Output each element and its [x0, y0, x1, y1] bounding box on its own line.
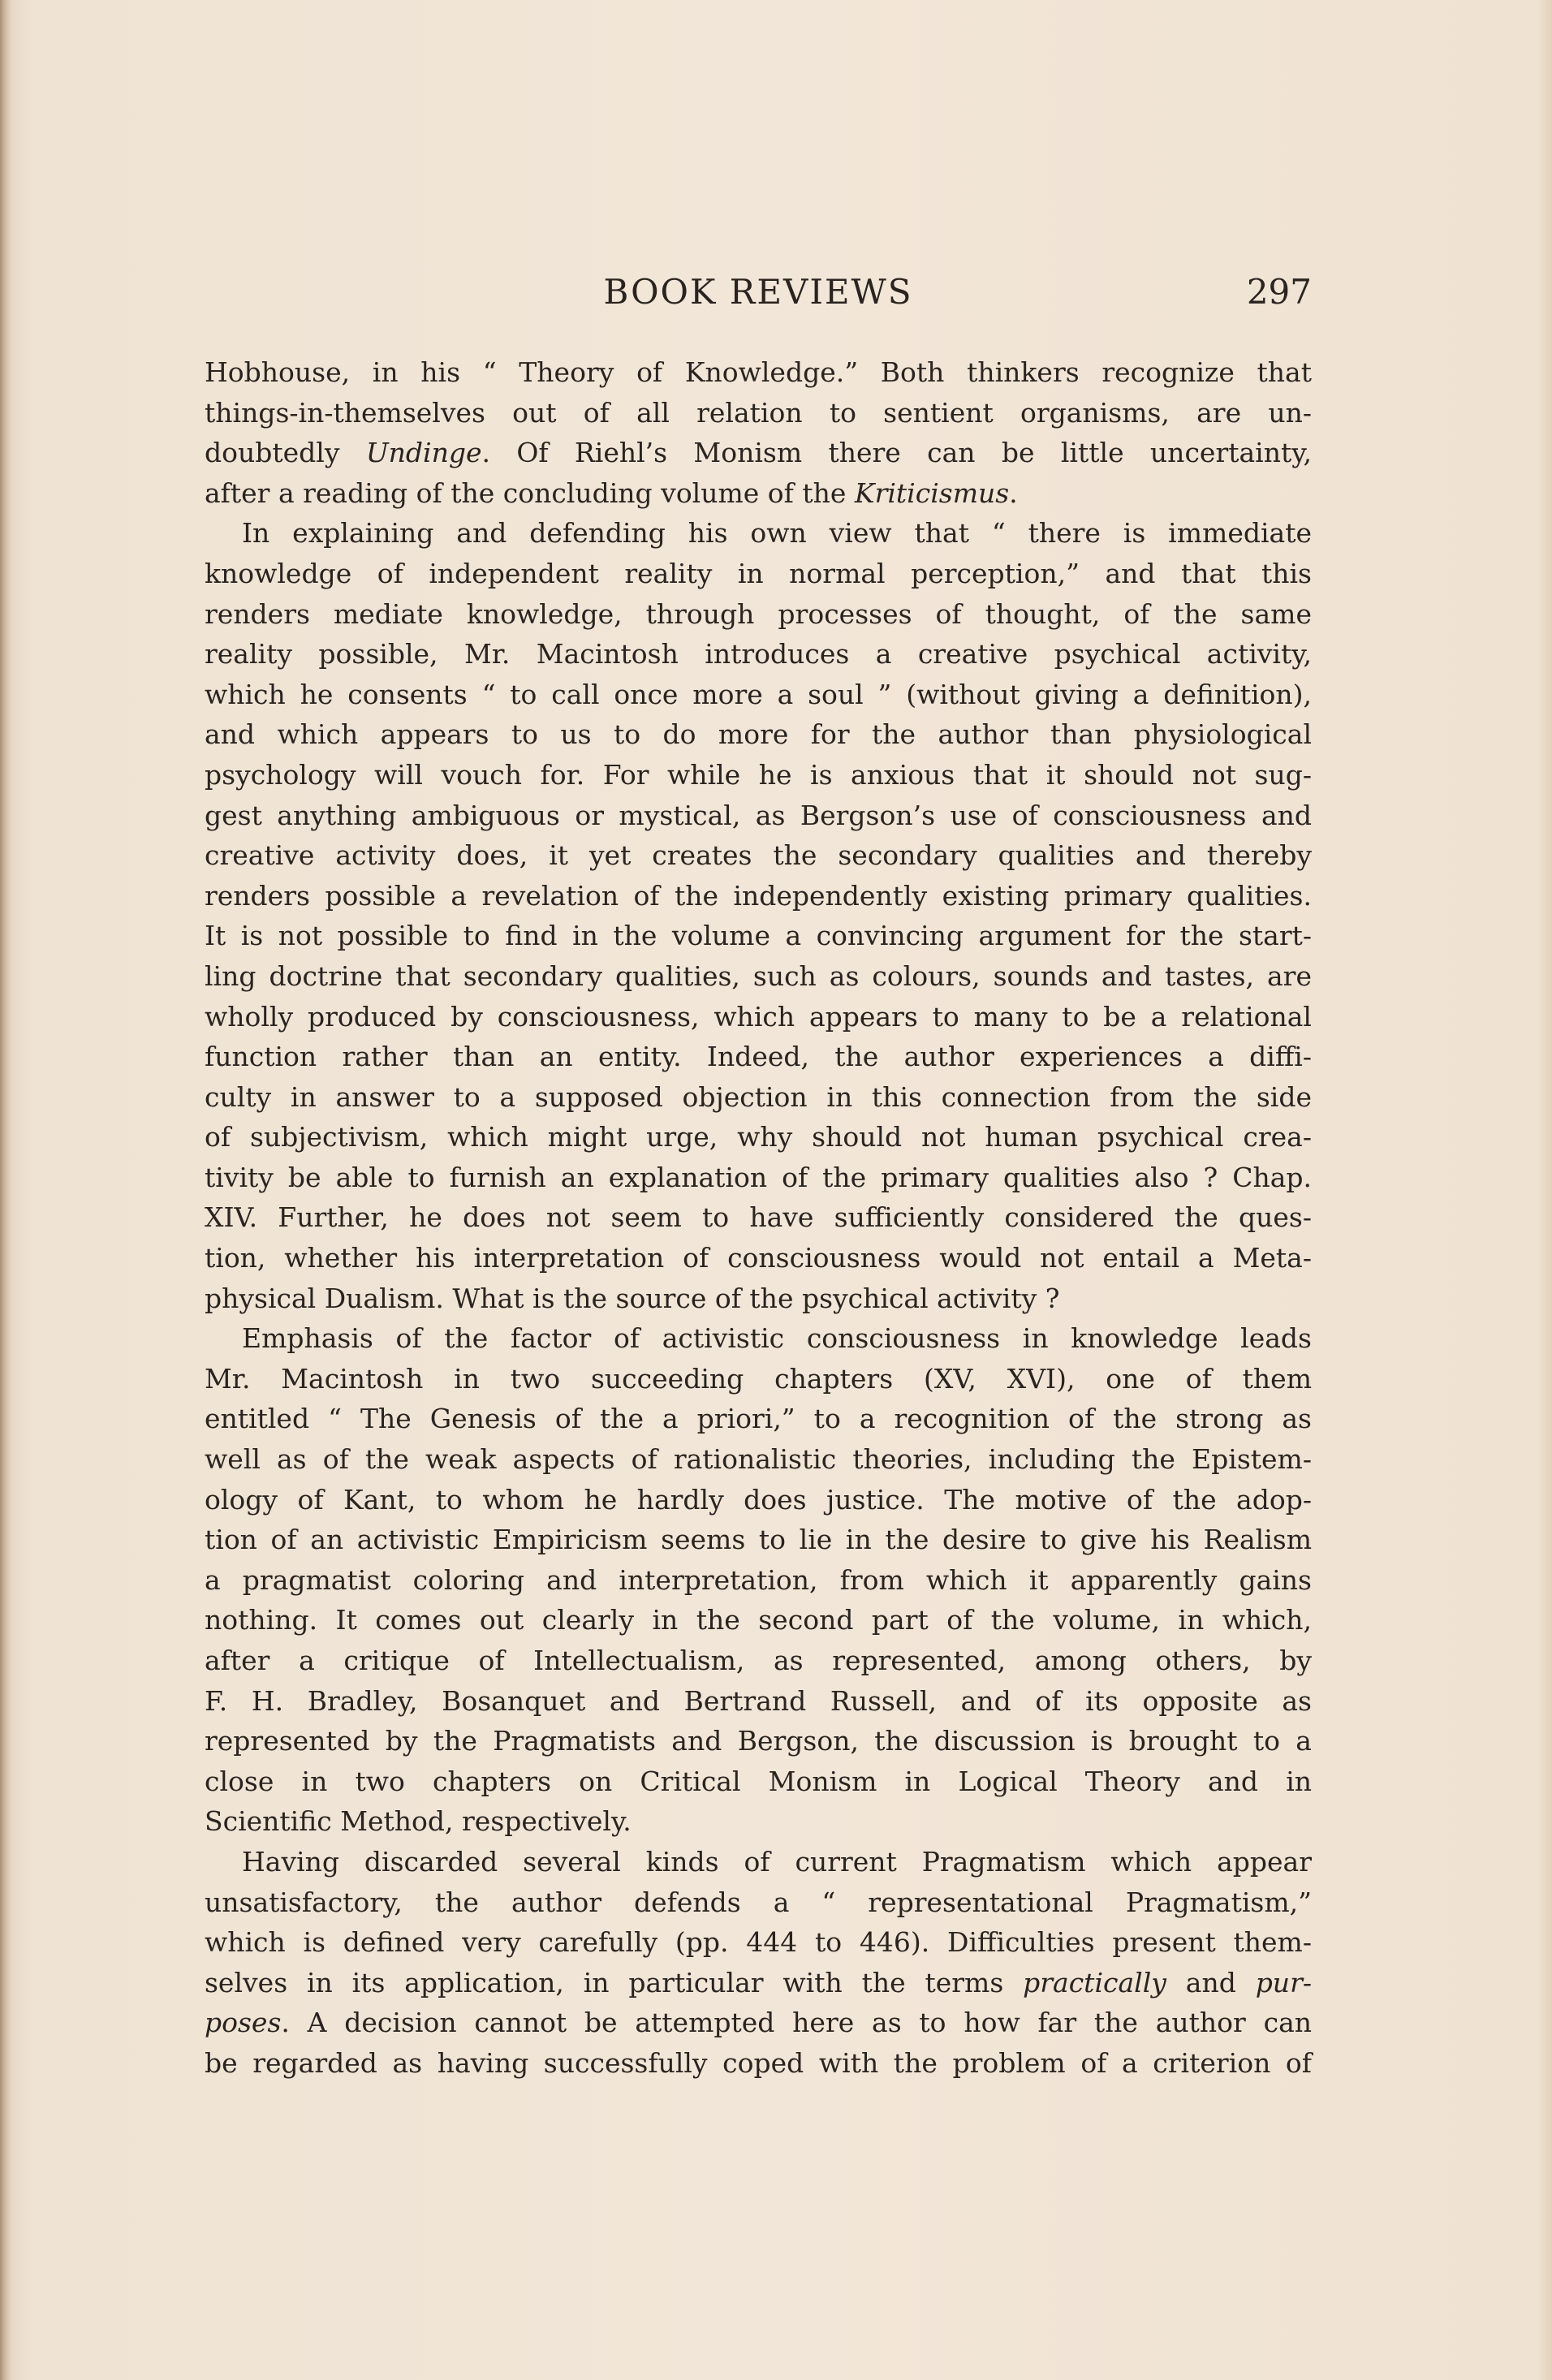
text-line — [205, 1318, 1312, 1359]
text-segment: entitled “ The Genesis of the a priori,” to a recognition of the strong as — [205, 1403, 1312, 1435]
text-line — [205, 1359, 1312, 1399]
text-line — [205, 876, 1312, 916]
text-line — [205, 1399, 1312, 1439]
text-segment: In explaining and defending his own view that “ there is immediate — [242, 517, 1312, 550]
text-segment: renders mediate knowledge, through processes of thought, of the same — [205, 597, 1312, 630]
text-line — [205, 1801, 1312, 1842]
text-line — [205, 1238, 1312, 1278]
italic-term: Kriticismus — [854, 476, 1010, 509]
text-line — [205, 513, 1312, 554]
text-segment: ling doctrine that secondary qualities, such as colours, sounds and tastes, are — [205, 959, 1312, 992]
text-segment: well as of the weak aspects of rationalistic theories, including the Epistem- — [205, 1443, 1312, 1476]
text-segment: tion, whether his interpretation of consciousness would not entail a Meta- — [205, 1242, 1312, 1274]
text-line — [205, 2043, 1312, 2084]
text-line — [205, 1439, 1312, 1480]
text-segment: Scientific Method, respectively. — [205, 1805, 632, 1838]
text-line — [205, 1197, 1312, 1238]
text-line — [205, 2003, 1312, 2043]
text-line — [205, 835, 1312, 876]
text-segment: . Of Riehl’s Monism there can be little uncertainty, — [481, 437, 1312, 469]
text-line — [205, 1520, 1312, 1560]
text-segment: renders possible a revelation of the independently existing primary qualities. — [205, 879, 1312, 912]
text-segment: function rather than an entity. Indeed, the author experiences a diffi- — [205, 1041, 1312, 1073]
running-head: BOOK REVIEWS — [603, 272, 913, 312]
text-segment: XIV. Further, he does not seem to have sufficiently considered the ques- — [205, 1201, 1312, 1234]
text-segment: ology of Kant, to whom he hardly does justice. The motive of the adop- — [205, 1483, 1312, 1516]
text-segment: psychology will vouch for. For while he is anxious that it should not sug- — [205, 758, 1312, 791]
text-segment: after a reading of the concluding volume of the — [205, 476, 855, 509]
text-segment: Mr. Macintosh in two succeeding chapters (XV, XVI), one of them — [205, 1362, 1312, 1395]
text-segment: Hobhouse, in his “ Theory of Knowledge.” Both thinkers recognize that — [205, 356, 1312, 388]
text-segment: . A decision cannot be attempted here as to how far the author can — [281, 2007, 1312, 2039]
italic-term: pur- — [1255, 1966, 1312, 1998]
text-segment: and — [1166, 1966, 1256, 1998]
text-line — [205, 795, 1312, 836]
text-segment: tion of an activistic Empiricism seems to lie in the desire to give his Realism — [205, 1524, 1312, 1556]
page-number: 297 — [1246, 272, 1312, 312]
text-line — [205, 916, 1312, 956]
text-segment: . — [1009, 476, 1018, 509]
text-segment: things-in-themselves out of all relation to sentient organisms, are un- — [205, 396, 1312, 429]
text-segment: F. H. Bradley, Bosanquet and Bertrand Russell, and of its opposite as — [205, 1684, 1312, 1717]
text-line — [205, 393, 1312, 433]
text-segment: creative activity does, it yet creates the secondary qualities and thereby — [205, 839, 1312, 872]
text-line — [205, 997, 1312, 1037]
text-line — [205, 675, 1312, 715]
text-line — [205, 714, 1312, 755]
text-line — [205, 473, 1312, 514]
text-line — [205, 1721, 1312, 1761]
text-line — [205, 352, 1312, 393]
text-segment: nothing. It comes out clearly in the second part of the volume, in which, — [205, 1604, 1312, 1636]
text-line — [205, 1761, 1312, 1802]
text-line — [205, 1560, 1312, 1601]
text-segment: reality possible, Mr. Macintosh introduces a creative psychical activity, — [205, 638, 1312, 670]
text-line — [205, 433, 1312, 473]
text-segment: which is defined very carefully (pp. 444 to 446). Difficulties present them- — [205, 1926, 1312, 1959]
text-segment: knowledge of independent reality in normal perception,” and that this — [205, 557, 1312, 589]
italic-term: poses — [205, 2007, 282, 2039]
text-segment: Having discarded several kinds of current Pragmatism which appear — [242, 1845, 1312, 1878]
text-line — [205, 1882, 1312, 1923]
text-line — [205, 594, 1312, 635]
text-line — [205, 1117, 1312, 1158]
italic-term: practically — [1023, 1966, 1166, 1998]
text-segment: physical Dualism. What is the source of the psychical activity ? — [205, 1282, 1060, 1314]
text-line — [205, 1641, 1312, 1681]
page-binding-edge — [0, 0, 11, 2380]
text-line — [205, 1037, 1312, 1077]
italic-term: Undinge — [365, 437, 482, 469]
text-segment: of subjectivism, which might urge, why should not human psychical crea- — [205, 1121, 1312, 1153]
text-line — [205, 1480, 1312, 1520]
text-segment: doubtedly — [205, 437, 366, 469]
text-segment: selves in its application, in particular with the terms — [205, 1966, 1024, 1998]
text-segment: which he consents “ to call once more a soul ” (without giving a definition), — [205, 678, 1312, 710]
text-segment: gest anything ambiguous or mystical, as Bergson’s use of consciousness and — [205, 799, 1312, 831]
text-segment: and which appears to us to do more for the author than physiological — [205, 718, 1312, 751]
text-segment: close in two chapters on Critical Monism in Logical Theory and in — [205, 1765, 1312, 1797]
text-line — [205, 1278, 1312, 1319]
text-line — [205, 1600, 1312, 1641]
text-line — [205, 1922, 1312, 1963]
text-segment: represented by the Pragmatists and Bergson, the discussion is brought to a — [205, 1725, 1312, 1757]
text-segment: Emphasis of the factor of activistic consciousness in knowledge leads — [242, 1322, 1312, 1355]
text-segment: unsatisfactory, the author defends a “ representational Pragmatism,” — [205, 1886, 1312, 1918]
text-line — [205, 1077, 1312, 1118]
text-line — [205, 554, 1312, 594]
text-segment: wholly produced by consciousness, which appears to many to be a relational — [205, 1000, 1312, 1033]
text-line — [205, 755, 1312, 795]
page-outer-edge — [1537, 0, 1552, 2380]
body-text — [205, 352, 1312, 2084]
text-segment: a pragmatist coloring and interpretation, from which it apparently gains — [205, 1563, 1312, 1596]
text-line — [205, 634, 1312, 675]
text-segment: It is not possible to find in the volume a convincing argument for the start- — [205, 920, 1312, 952]
text-segment: after a critique of Intellectualism, as represented, among others, by — [205, 1645, 1312, 1676]
text-line — [205, 1681, 1312, 1722]
text-line — [205, 1842, 1312, 1882]
text-line — [205, 1963, 1312, 2003]
text-line — [205, 956, 1312, 997]
text-segment: tivity be able to furnish an explanation of the primary qualities also ? Chap. — [205, 1161, 1312, 1193]
text-segment: be regarded as having successfully coped with the problem of a criterion of — [205, 2046, 1312, 2079]
page-header — [205, 266, 1312, 318]
text-segment: culty in answer to a supposed objection in this connection from the side — [205, 1080, 1312, 1113]
text-line — [205, 1158, 1312, 1198]
